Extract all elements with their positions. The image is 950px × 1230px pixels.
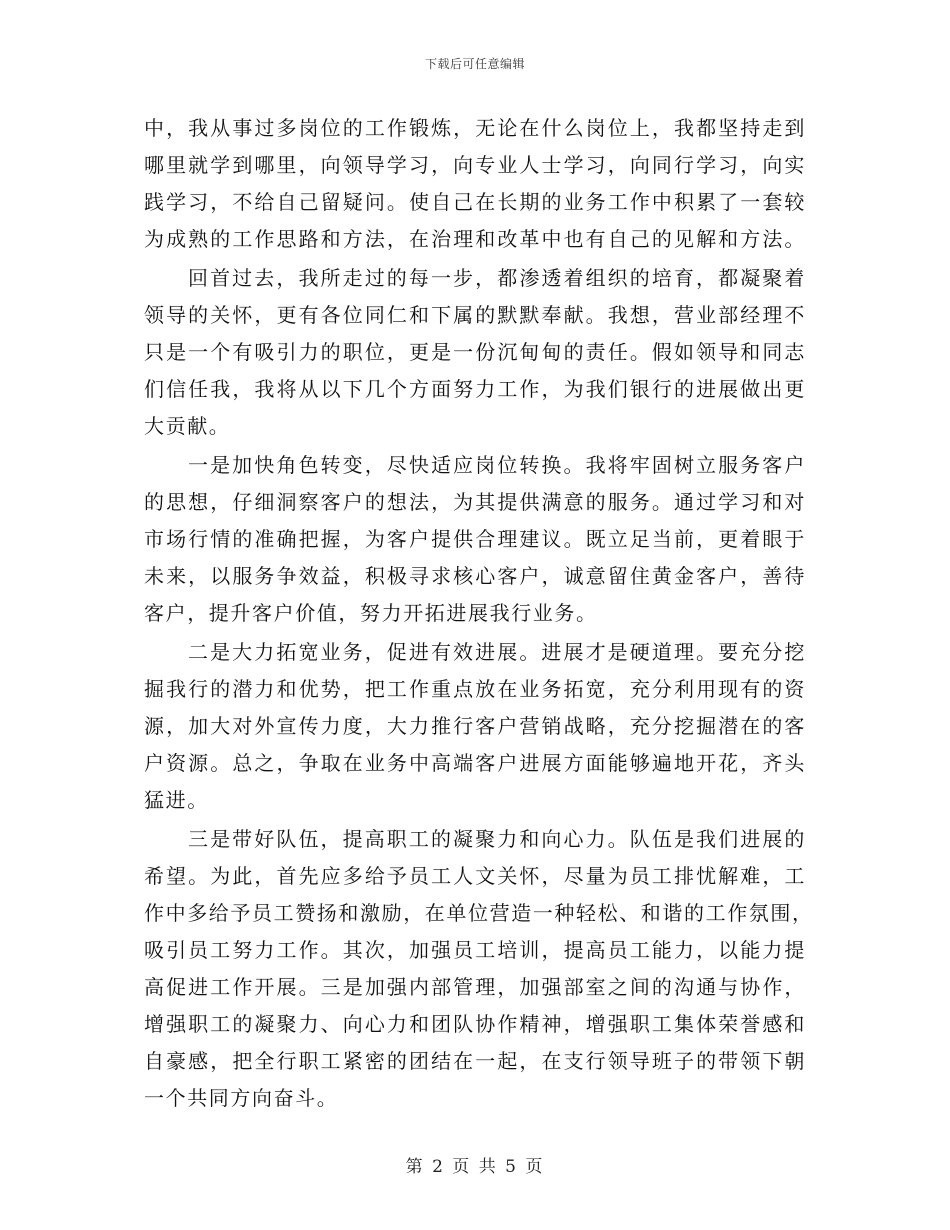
text-line: 吸引员工努力工作。其次，加强员工培训，提高员工能力，以能力提 <box>144 938 806 962</box>
text-line: 未来，以服务争效益，积极寻求核心客户，诚意留住黄金客户，善待 <box>144 564 806 588</box>
paragraph <box>144 110 806 258</box>
text-line: 践学习，不给自己留疑问。使自己在长期的业务工作中积累了一套较 <box>144 190 806 214</box>
text-line: 们信任我，我将从以下几个方面努力工作，为我们银行的进展做出更 <box>144 377 806 401</box>
page-header: 下载后可任意编辑 <box>424 57 525 71</box>
text-line: 增强职工的凝聚力、向心力和团队协作精神，增强职工集体荣誉感和 <box>144 1012 806 1036</box>
text-line: 作中多给予员工赞扬和激励，在单位营造一种轻松、和谐的工作氛围， <box>144 901 814 925</box>
text-line: 自豪感，把全行职工紧密的团结在一起，在支行领导班子的带领下朝 <box>144 1049 806 1073</box>
text-line: 源，加大对外宣传力度，大力推行客户营销战略，充分挖掘潜在的客 <box>144 714 806 738</box>
document-body <box>144 110 814 1117</box>
text-line: 只是一个有吸引力的职位，更是一份沉甸甸的责任。假如领导和同志 <box>144 340 806 364</box>
text-line: 中，我从事过多岗位的工作锻炼，无论在什么岗位上，我都坚持走到 <box>144 116 806 140</box>
text-line: 希望。为此，首先应多给予员工人文关怀，尽量为员工排忧解难，工 <box>144 864 806 888</box>
text-line: 哪里就学到哪里，向领导学习，向专业人士学习，向同行学习，向实 <box>144 153 806 177</box>
text-line: 大贡献。 <box>144 414 231 438</box>
paragraph <box>144 821 814 1117</box>
paragraph <box>144 634 806 819</box>
paragraph <box>144 260 806 445</box>
text-line: 的思想，仔细洞察客户的想法，为其提供满意的服务。通过学习和对 <box>144 490 806 514</box>
text-line: 为成熟的工作思路和方法，在治理和改革中也有自己的见解和方法。 <box>144 227 806 251</box>
text-line: 一是加快角色转变，尽快适应岗位转换。我将牢固树立服务客户 <box>188 453 806 477</box>
text-line: 猛进。 <box>144 788 209 812</box>
page-number-footer: 第 2 页 共 5 页 <box>405 1157 545 1177</box>
text-line: 市场行情的准确把握，为客户提供合理建议。既立足当前，更着眼于 <box>144 527 806 551</box>
text-line: 回首过去，我所走过的每一步，都渗透着组织的培育，都凝聚着 <box>188 266 806 290</box>
text-line: 掘我行的潜力和优势，把工作重点放在业务拓宽，充分利用现有的资 <box>144 677 806 701</box>
text-line: 三是带好队伍，提高职工的凝聚力和向心力。队伍是我们进展的 <box>188 827 806 851</box>
text-line: 户资源。总之，争取在业务中高端客户进展方面能够遍地开花，齐头 <box>144 751 806 775</box>
text-line: 客户，提升客户价值，努力开拓进展我行业务。 <box>144 601 598 625</box>
text-line: 领导的关怀，更有各位同仁和下属的默默奉献。我想，营业部经理不 <box>144 303 806 327</box>
text-line: 二是大力拓宽业务，促进有效进展。进展才是硬道理。要充分挖 <box>188 640 806 664</box>
text-line: 高促进工作开展。三是加强内部管理，加强部室之间的沟通与协作， <box>144 975 806 999</box>
text-line: 一个共同方向奋斗。 <box>144 1086 339 1110</box>
paragraph <box>144 447 806 632</box>
